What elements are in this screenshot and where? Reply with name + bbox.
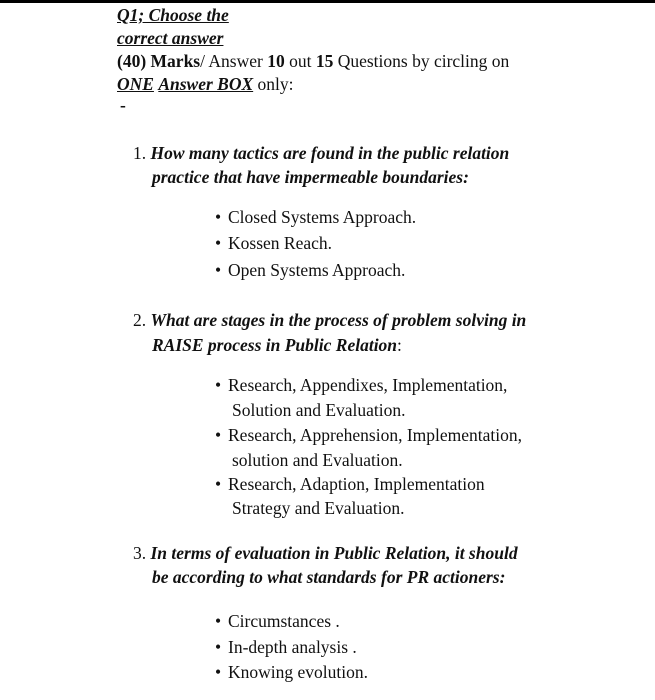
question-number: 2. bbox=[133, 310, 147, 330]
option[interactable]: • Research, Apprehension, Implementation, bbox=[228, 424, 522, 446]
answer-count: 10 bbox=[267, 51, 285, 71]
total-count: 15 bbox=[315, 51, 334, 71]
instr-text: out bbox=[284, 51, 316, 71]
section-title-line1: Q1; Choose the bbox=[117, 5, 229, 25]
question-1 bbox=[133, 142, 509, 164]
option[interactable]: • In-depth analysis . bbox=[228, 636, 357, 658]
question-text: What are stages in the process of problem solving in bbox=[150, 310, 527, 330]
option[interactable]: • Research, Adaption, Implementation bbox=[228, 473, 485, 495]
question-number: 1. bbox=[133, 143, 147, 163]
option[interactable]: • Circumstances . bbox=[228, 610, 340, 632]
option[interactable]: • Knowing evolution. bbox=[228, 661, 368, 683]
question-text: How many tactics are found in the public relation bbox=[150, 143, 510, 163]
answer-box-emphasis: Answer BOX bbox=[158, 74, 254, 94]
option[interactable]: • Research, Appendixes, Implementation, bbox=[228, 374, 507, 396]
question-text-line: RAISE process in Public Relation bbox=[152, 335, 398, 355]
dash: - bbox=[120, 95, 126, 115]
option[interactable]: • Closed Systems Approach. bbox=[228, 206, 416, 228]
question-text: be according to what standards for PR actioners: bbox=[152, 567, 506, 587]
one-emphasis: ONE bbox=[117, 74, 154, 94]
question-text: In terms of evaluation in Public Relation, it should bbox=[150, 543, 518, 563]
option[interactable]: • Kossen Reach. bbox=[228, 232, 332, 254]
option-continuation[interactable]: Solution and Evaluation. bbox=[232, 400, 406, 420]
question-number: 3. bbox=[133, 543, 147, 563]
option-continuation[interactable]: Strategy and Evaluation. bbox=[232, 498, 405, 518]
instr-text: Questions by circling on bbox=[333, 51, 510, 71]
instructions-line2 bbox=[117, 73, 294, 95]
option[interactable]: • Open Systems Approach. bbox=[228, 259, 405, 281]
instr-text: / Answer bbox=[200, 51, 268, 71]
question-text bbox=[152, 334, 402, 356]
instr-text: only: bbox=[253, 74, 294, 94]
question-2 bbox=[133, 309, 526, 331]
marks: (40) Marks bbox=[117, 51, 201, 71]
top-border bbox=[0, 0, 655, 3]
question-3 bbox=[133, 542, 518, 564]
instructions-line1 bbox=[117, 50, 509, 72]
section-title-line2: correct answer bbox=[117, 28, 224, 48]
option-continuation[interactable]: solution and Evaluation. bbox=[232, 450, 403, 470]
question-text: practice that have impermeable boundaries: bbox=[152, 167, 469, 187]
colon: : bbox=[397, 335, 402, 355]
